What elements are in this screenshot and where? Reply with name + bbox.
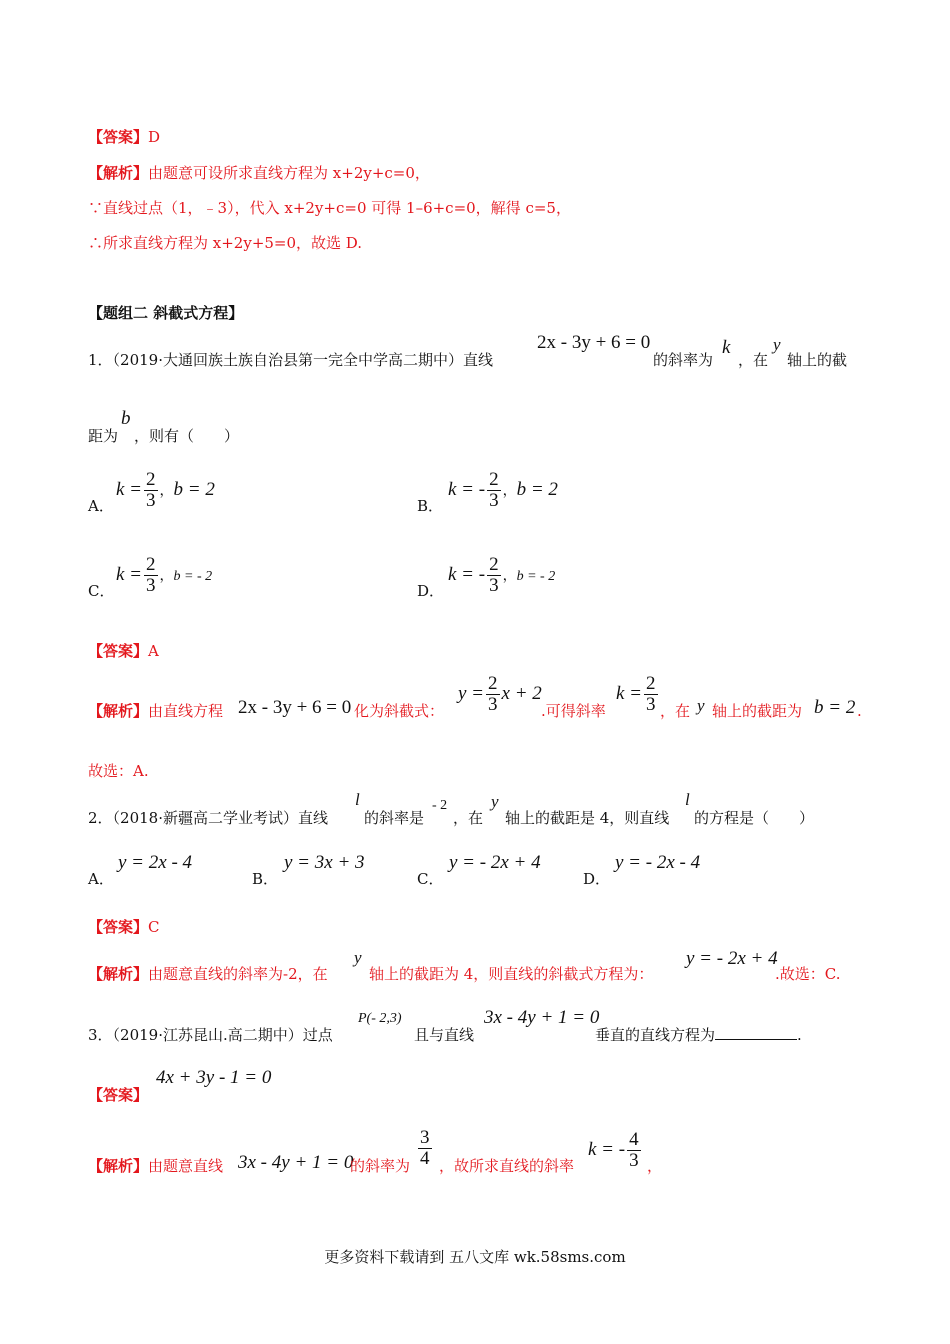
- q2-number: 2．: [88, 809, 113, 827]
- analysis-text: 由题意可设所求直线方程为 x+2y+c=0，: [148, 164, 430, 182]
- section-title: 【题组二 斜截式方程】: [88, 304, 244, 322]
- q1-analysis-start: [88, 701, 223, 721]
- q1-option-c-num: 2: [146, 554, 156, 575]
- q2-analysis-t2: 轴上的截距为 4，则直线的斜截式方程为：: [369, 965, 654, 983]
- q3-analysis-t2: 的斜率为: [350, 1157, 411, 1175]
- q1-option-d-label[interactable]: D．: [417, 582, 445, 600]
- q1-option-d[interactable]: [448, 555, 555, 596]
- q1-option-d-sep: ，: [502, 568, 517, 584]
- q1-analysis-k-den: 3: [646, 693, 656, 715]
- q1-analysis-rest: x + 2: [501, 682, 542, 704]
- q1-text-slope: 的斜率为: [653, 351, 714, 369]
- q1-number: 1．: [88, 351, 113, 369]
- q3-answer-tag: 【答案】: [88, 1086, 149, 1104]
- q3-analysis-t3: ，故所求直线的斜率: [439, 1157, 575, 1175]
- q1-option-c-label[interactable]: C．: [88, 582, 115, 600]
- q1-option-a-sep: ，: [159, 483, 174, 499]
- q1-option-d-b: b = - 2: [516, 568, 556, 584]
- q1-option-d-k: k = -: [448, 563, 486, 585]
- q1-y: y: [773, 335, 781, 354]
- q2-source: （2018·新疆高二学业考试）直线: [112, 809, 328, 827]
- q1-analysis-den: 3: [488, 693, 498, 715]
- q3-analysis-eq: 3x - 4y + 1 = 0: [238, 1152, 354, 1173]
- q1-source: （2019·大通回族土族自治县第一完全中学高二期中）直线: [112, 351, 493, 369]
- q2-slope: - 2: [432, 798, 448, 813]
- q3-t2: [595, 1025, 802, 1045]
- q2-option-a[interactable]: y = 2x - 4: [118, 852, 193, 873]
- q2-stem-start: [88, 808, 328, 828]
- q1-option-a-den: 3: [146, 489, 156, 511]
- q3-answer-expr: 4x + 3y - 1 = 0: [156, 1067, 272, 1088]
- q1-analysis-t5: 轴上的截距为: [712, 702, 803, 720]
- answer-tag: 【答案】: [88, 128, 149, 146]
- q3-analysis-k: k = -: [588, 1138, 626, 1160]
- q2-analysis-t1: 由题意直线的斜率为-2，在: [148, 965, 328, 983]
- q1-option-b-label[interactable]: B．: [417, 497, 444, 515]
- q1-option-a-k: k =: [116, 478, 143, 500]
- q1-text-dist: 距为: [88, 427, 119, 445]
- q2-l2: l: [685, 790, 690, 809]
- q3-eq: 3x - 4y + 1 = 0: [484, 1007, 600, 1028]
- analysis-line-1: [88, 163, 430, 183]
- q1-analysis-slope-intercept: [458, 674, 542, 715]
- q2-t2: ，在: [453, 809, 484, 827]
- q3-analysis-den: 4: [420, 1147, 430, 1169]
- q1-text-then: ，则有（ ）: [134, 427, 240, 445]
- q1-answer-line: [88, 641, 159, 661]
- q1-analysis-t2: 化为斜截式：: [354, 702, 445, 720]
- q2-l1: l: [355, 790, 360, 809]
- q2-t3: 轴上的截距是 4，则直线: [505, 809, 670, 827]
- q3-source: （2019·江苏昆山.高二期中）过点: [112, 1026, 333, 1044]
- q2-analysis-tag: 【解析】: [88, 965, 149, 983]
- q1-answer-value: A: [148, 642, 159, 660]
- q1-option-b-num: 2: [489, 469, 499, 490]
- q3-analysis-t1: 由题意直线: [148, 1157, 224, 1175]
- answer-value: D: [148, 128, 161, 146]
- q2-option-d[interactable]: y = - 2x - 4: [615, 852, 701, 873]
- q1-analysis-t4: ，在: [660, 702, 691, 720]
- q1-option-a-label[interactable]: A．: [88, 497, 114, 515]
- q2-analysis-t3: .故选：C.: [775, 965, 841, 983]
- q2-option-b[interactable]: y = 3x + 3: [284, 852, 365, 873]
- q3-number: 3．: [88, 1026, 113, 1044]
- q3-t3: .: [797, 1026, 802, 1044]
- q2-option-d-label[interactable]: D．: [583, 870, 611, 888]
- q1-text-in: ，在: [738, 351, 769, 369]
- q3-t1: 且与直线: [414, 1026, 475, 1044]
- q2-t4: 的方程是（ ）: [694, 809, 815, 827]
- q3-point: P(- 2,3): [358, 1011, 402, 1026]
- q1-option-d-den: 3: [489, 574, 499, 596]
- q1-analysis-t3: .可得斜率: [541, 702, 606, 720]
- q1-option-c-den: 3: [146, 574, 156, 596]
- q1-option-b-b: b = 2: [516, 478, 558, 500]
- answer-line-d: [88, 127, 160, 147]
- q3-analysis-k-den: 3: [629, 1149, 639, 1171]
- footer-text[interactable]: 更多资料下载请到 五八文库 wk.58sms.com: [324, 1248, 626, 1266]
- q1-option-b[interactable]: [448, 470, 558, 511]
- q1-option-c[interactable]: [116, 555, 212, 596]
- q1-k: k: [722, 337, 731, 358]
- q1-option-b-k: k = -: [448, 478, 486, 500]
- q1-analysis-k-expr: k =: [616, 682, 643, 704]
- q3-stem-start: [88, 1025, 333, 1045]
- q3-analysis-num: 3: [420, 1127, 430, 1148]
- q2-t1: 的斜率是: [364, 809, 425, 827]
- q1-option-a-num: 2: [146, 469, 156, 490]
- q2-answer-line: [88, 917, 160, 937]
- q2-analysis-start: [88, 964, 328, 984]
- q2-analysis-eq: y = - 2x + 4: [686, 948, 778, 969]
- q1-analysis-b: b = 2: [814, 697, 856, 718]
- q2-option-a-label[interactable]: A．: [88, 870, 114, 888]
- q1-b: b: [121, 408, 131, 429]
- q3-analysis-t4: ，: [647, 1157, 663, 1175]
- q2-analysis-y: y: [354, 948, 362, 967]
- q3-answer-tag-line: [88, 1085, 148, 1105]
- analysis-line-2: ∵直线过点（1，﹣3），代入 x+2y+c=0 可得 1–6+c=0，解得 c=5，: [88, 199, 571, 217]
- q1-analysis-k: [616, 674, 660, 715]
- q1-analysis-t1: 由直线方程: [148, 702, 224, 720]
- q1-option-b-den: 3: [489, 489, 499, 511]
- analysis-line-3: ∴所求直线方程为 x+2y+5=0，故选 D.: [88, 234, 363, 252]
- q3-analysis-k-num: 4: [629, 1129, 639, 1150]
- q1-stem-line1: [88, 350, 493, 370]
- q3-analysis-tag: 【解析】: [88, 1157, 149, 1175]
- q1-text-axis: 轴上的截: [787, 351, 848, 369]
- q1-analysis-k-num: 2: [646, 673, 656, 694]
- q1-option-a[interactable]: [116, 470, 215, 511]
- q1-option-a-b: b = 2: [173, 478, 215, 500]
- q1-conclusion: 故选：A.: [88, 762, 149, 780]
- q2-y: y: [491, 792, 499, 811]
- q3-analysis-start: [88, 1156, 223, 1176]
- q1-analysis-yy: y: [697, 696, 705, 715]
- q1-option-c-k: k =: [116, 563, 143, 585]
- q1-equation: 2x - 3y + 6 = 0: [537, 332, 651, 353]
- q1-analysis-num: 2: [488, 673, 498, 694]
- q1-analysis-y: y =: [458, 682, 485, 704]
- q1-option-c-sep: ，: [159, 568, 174, 584]
- q1-analysis-t6: .: [857, 702, 862, 720]
- q3-answer-blank[interactable]: [715, 1025, 797, 1040]
- analysis-tag: 【解析】: [88, 164, 149, 182]
- q1-analysis-tag: 【解析】: [88, 702, 149, 720]
- q1-option-d-num: 2: [489, 554, 499, 575]
- q2-answer-tag: 【答案】: [88, 918, 149, 936]
- q2-option-c-label[interactable]: C．: [417, 870, 444, 888]
- q1-answer-tag: 【答案】: [88, 642, 149, 660]
- q3-t2-text: 垂直的直线方程为: [595, 1026, 716, 1044]
- q2-option-c[interactable]: y = - 2x + 4: [449, 852, 541, 873]
- q2-answer-value: C: [148, 918, 160, 936]
- q2-option-b-label[interactable]: B．: [252, 870, 279, 888]
- q1-option-b-sep: ，: [502, 483, 517, 499]
- q1-option-c-b: b = - 2: [173, 568, 213, 584]
- q1-analysis-equation: 2x - 3y + 6 = 0: [238, 697, 352, 718]
